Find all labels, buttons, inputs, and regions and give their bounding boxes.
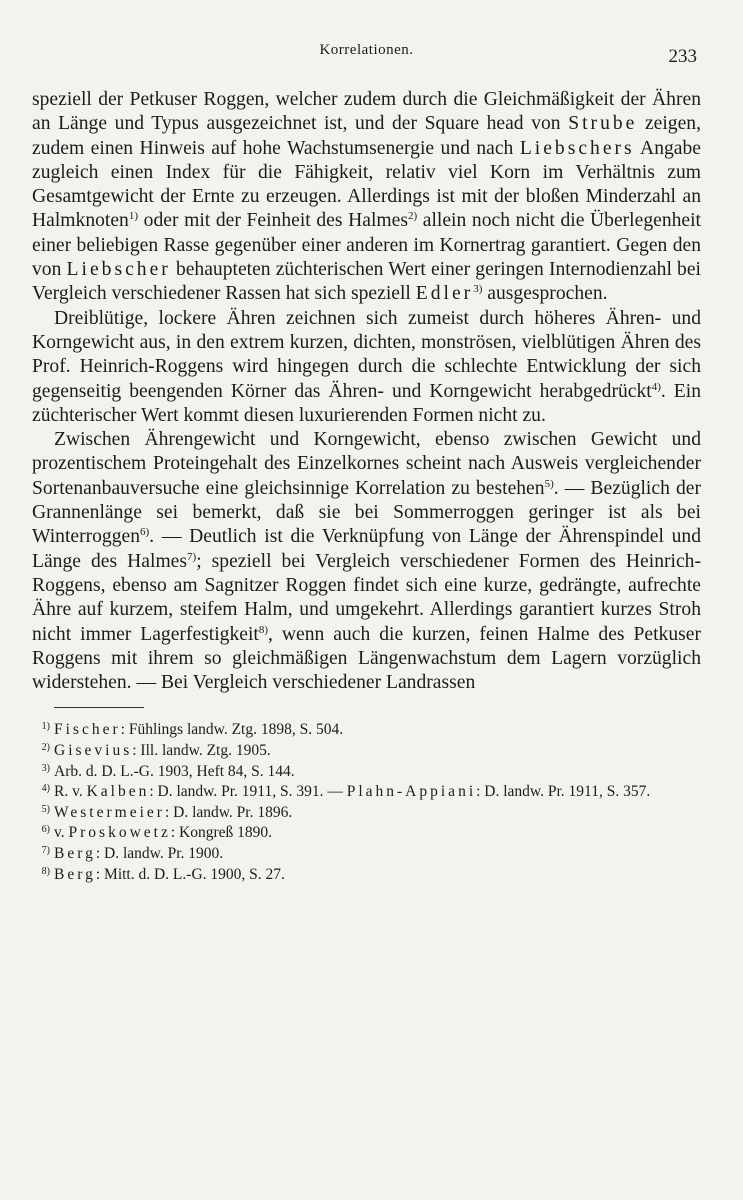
footnote-reference: 8)	[258, 623, 269, 636]
footnote-number: 2)	[41, 742, 50, 754]
text-run: v.	[54, 824, 69, 842]
text-run: : Kongreß 1890.	[170, 824, 272, 842]
footnote-text	[54, 845, 223, 862]
text-run: . — Deutlich ist die Verknüpfung von Länge der Ährenspindel und Länge des Halmes	[32, 526, 701, 572]
footnote-text	[54, 804, 292, 821]
body-text	[32, 88, 701, 695]
spaced-name: Proskowetz	[68, 824, 171, 842]
text-run: : Fühlings landw. Ztg. 1898, S. 504.	[120, 721, 344, 739]
spaced-name: Liebschers	[519, 137, 635, 159]
footnote-reference: 7)	[187, 550, 197, 563]
text-run: : Ill. landw. Ztg. 1905.	[132, 742, 271, 760]
footnote	[32, 865, 701, 886]
footnote-reference: 2)	[407, 210, 418, 223]
footnote-reference: 1)	[128, 210, 139, 223]
footnote-number: 5)	[41, 803, 50, 815]
text-run: : D. landw. Pr. 1900.	[95, 844, 224, 862]
footnote	[32, 803, 701, 824]
text-run: : D. landw. Pr. 1896.	[164, 803, 293, 821]
text-run: : D. landw. Pr. 1911, S. 357.	[476, 783, 651, 801]
footnote-text	[54, 783, 650, 800]
footnote	[32, 741, 701, 762]
footnote-number: 7)	[41, 844, 50, 856]
footnotes	[32, 720, 701, 885]
page-header	[32, 40, 701, 72]
text-run: : Mitt. d. D. L.-G. 1900, S. 27.	[95, 865, 285, 883]
paragraph	[32, 307, 701, 428]
paragraph	[32, 88, 701, 307]
footnote-number: 6)	[41, 824, 50, 836]
footnote-number: 8)	[41, 865, 50, 877]
paragraph	[32, 428, 701, 695]
text-run: Zwischen Ährengewicht und Korngewicht, ebenso zwischen Gewicht und prozentischem Proteingehalt des Einzelkornes scheint nach Ausweis vergleichender Sortenanbauversuche eine gleichsinnige Korrelation zu bestehen	[32, 429, 701, 499]
spaced-name: Kalben	[86, 783, 150, 801]
text-run: . — Bezüglich der Grannenlänge sei bemerkt, daß sie bei Sommerroggen geringer ist als bei Winterroggen	[32, 477, 701, 548]
footnote-text	[54, 824, 272, 841]
text-run: oder mit der Feinheit des Halmes	[138, 210, 408, 232]
text-run: Angabe zugleich einen Index für die Fähigkeit, relativ viel Korn im Verhältnis zum Gesamtgewicht der Ernte zu erzeugen. Allerdings ist mit der bloßen Minderzahl an Halmknoten	[32, 137, 701, 232]
footnote-divider	[54, 707, 144, 708]
text-run: allein noch nicht die Überlegenheit einer beliebigen Rasse gegenüber einer anderen im Kornertrag garantiert. Gegen den von	[32, 210, 701, 281]
footnote-reference: 4)	[651, 380, 661, 393]
text-run: behaupteten züchterischen Wert einer geringen Internodienzahl bei Vergleich verschiedener Rassen hat sich speziell	[32, 259, 701, 305]
text-run: ausgesprochen.	[482, 283, 608, 305]
footnote-text	[54, 742, 271, 759]
text-run: ; speziell bei Vergleich verschiedener Formen des Heinrich-Roggens, ebenso am Sagnitzer Roggen findet sich eine kurze, gedrängte, aufrechte Ähre auf kurzem, steifem Halm, und umgekehrt. Allerdings garantiert kurzes Stroh nicht immer Lagerfestigkeit	[32, 550, 701, 645]
spaced-name: Strube	[568, 113, 638, 135]
text-run: Arb. d. D. L.-G. 1903, Heft 84, S. 144.	[54, 762, 295, 780]
text-run: : D. landw. Pr. 1911, S. 391. —	[149, 783, 347, 801]
footnote-number: 4)	[41, 783, 50, 795]
footnote-reference: 6)	[140, 526, 150, 539]
text-run: speziell der Petkuser Roggen, welcher zudem durch die Gleichmäßigkeit der Ähren an Länge und Typus ausgezeichnet ist, und der Square head von	[32, 89, 701, 135]
footnote	[32, 823, 701, 844]
footnote	[32, 782, 701, 803]
text-run: . Ein züchterischer Wert kommt diesen luxurierenden Formen nicht zu.	[32, 380, 701, 426]
footnote	[32, 762, 701, 783]
spaced-name: Plahn-Appiani	[346, 783, 477, 801]
footnote-number: 1)	[41, 721, 50, 733]
footnote	[32, 844, 701, 865]
text-run: R. v.	[54, 783, 87, 801]
text-run: , wenn auch die kurzen, feinen Halme des Petkuser Roggens mit ihrem so gleichmäßigen Längenwachstum dem Lagern vorzüglich widerstehen. — Bei Vergleich verschiedener Landrassen	[32, 623, 701, 694]
spaced-name: Liebscher	[66, 259, 171, 281]
spaced-name: Fischer	[54, 721, 121, 739]
text-run: zeigen, zudem einen Hinweis auf hohe Wachstumsenergie und nach	[32, 113, 701, 159]
spaced-name: Westermeier	[54, 803, 165, 821]
footnote	[32, 720, 701, 741]
footnote-number: 3)	[41, 762, 50, 774]
footnote-text	[54, 763, 295, 780]
spaced-name: Edler	[415, 283, 474, 305]
spaced-name: Berg	[54, 844, 96, 862]
footnote-reference: 3)	[473, 283, 483, 296]
spaced-name: Berg	[54, 865, 96, 883]
footnote-reference: 5)	[544, 477, 554, 490]
running-title: Korrelationen.	[319, 42, 414, 58]
text-run: Dreiblütige, lockere Ähren zeichnen sich zumeist durch höheres Ähren- und Korngewicht aus, in den extrem kurzen, dichten, monströsen, vielblütigen Ähren des Prof. Heinrich-Roggens wird hingegen durch die schlechte Entwicklung der sich gegenseitig beengenden Körner das Ähren- und Korngewicht herabgedrückt	[32, 307, 701, 402]
page-number: 233	[668, 46, 697, 67]
spaced-name: Gisevius	[54, 742, 133, 760]
footnote-text	[54, 866, 285, 883]
footnote-text	[54, 721, 343, 738]
